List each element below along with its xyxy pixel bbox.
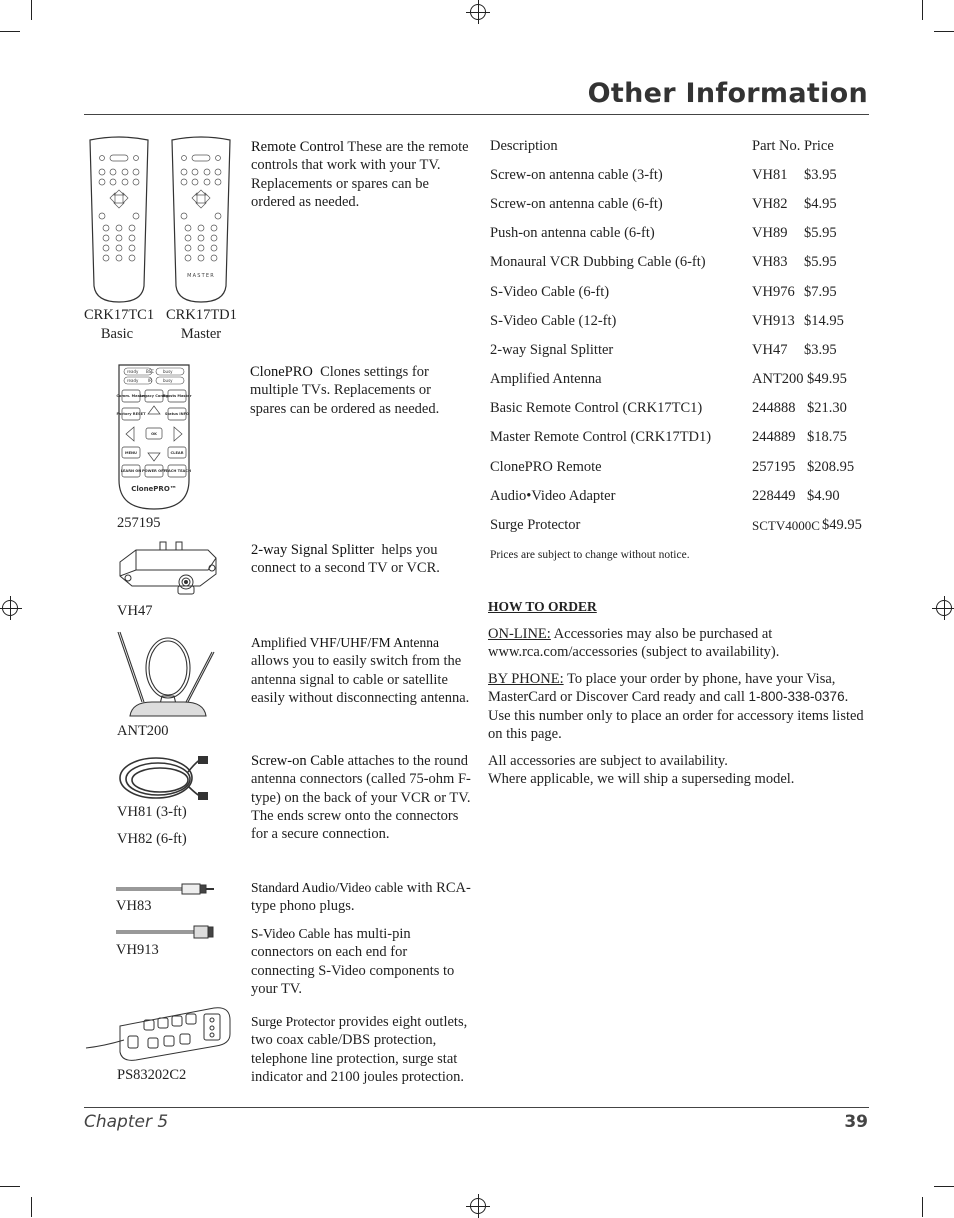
clonepro-btn-label: ready	[127, 369, 139, 374]
svideo-description	[251, 925, 473, 998]
clonepro-part-number: 257195	[117, 515, 161, 531]
table-row	[490, 517, 870, 537]
svideo-body: has multi-pin connectors on each end for connecting S-Video components to your TV.	[251, 926, 455, 997]
svideo-cable-illustration	[116, 924, 216, 940]
crop-mark	[31, 1197, 32, 1217]
surge-description	[251, 1013, 473, 1086]
remote-basic-model: CRK17TC1	[84, 307, 155, 323]
row-price: $49.95	[822, 517, 862, 533]
online-label: ON-LINE:	[488, 626, 551, 642]
antenna-body: allows you to easily switch from the antenna signal to cable or satellite easily without disconnecting antenna.	[251, 653, 470, 706]
remote-master-model: CRK17TD1	[166, 307, 237, 323]
screw-cable-body: attaches to the round antenna connectors (called 75-ohm F-type) on the back of your VCR or TV. The ends screw onto the connectors for a secure connection.	[251, 753, 471, 843]
remote-control-description	[251, 138, 473, 211]
clonepro-btn-label: LEARN ON	[120, 469, 142, 473]
surge-part-number: PS83202C2	[117, 1067, 187, 1083]
row-part: 244888	[752, 400, 796, 416]
row-price: $21.30	[807, 400, 847, 416]
online-text: Accessories may also be purchased at www.rca.com/accessories (subject to availability).	[488, 626, 780, 661]
master-remote-label: MASTER	[187, 273, 215, 279]
phone-paragraph	[488, 670, 868, 743]
table-row	[490, 225, 870, 245]
surge-body: provides eight outlets, two coax cable/DBS protection, telephone line protection, surge stat indicator and 2100 joules protection.	[251, 1014, 468, 1085]
row-part: VH83	[752, 254, 788, 270]
price-note: Prices are subject to change without notice.	[490, 549, 690, 561]
clonepro-btn-label: POWER OFF	[141, 469, 167, 473]
antenna-description	[251, 634, 471, 707]
clonepro-btn-label: busy	[163, 378, 173, 383]
row-price: $4.95	[804, 196, 837, 212]
row-part: VH82	[752, 196, 788, 212]
splitter-illustration	[116, 540, 220, 598]
svideo-part-number: VH913	[116, 942, 159, 958]
table-row	[490, 488, 870, 508]
clonepro-description	[250, 363, 468, 418]
splitter-description	[251, 541, 473, 578]
row-description: Audio•Video Adapter	[490, 488, 616, 504]
row-part: 228449	[752, 488, 796, 504]
row-part: 244889	[752, 429, 796, 445]
antenna-illustration	[112, 630, 222, 722]
remote-basic-type: Basic	[100, 326, 134, 342]
clonepro-btn-label: Status INFO	[164, 412, 190, 416]
crop-mark	[934, 1186, 954, 1187]
registration-mark	[2, 600, 18, 616]
crop-mark	[922, 0, 923, 20]
clonepro-remote-illustration	[116, 362, 192, 512]
online-paragraph	[488, 625, 868, 662]
av-cable-description	[251, 879, 473, 916]
row-price: $208.95	[807, 459, 855, 475]
registration-mark	[470, 4, 486, 20]
clonepro-btn-label: Comm. Master	[116, 394, 146, 398]
antenna-part-number: ANT200	[117, 723, 169, 739]
table-row	[490, 371, 870, 391]
availability-line-2: Where applicable, we will ship a superseding model.	[488, 771, 795, 787]
clonepro-btn-label: IR	[148, 378, 152, 383]
crop-mark	[922, 1197, 923, 1217]
phone-text: To place your order by phone, have your Visa, MasterCard or Discover Card ready and call	[488, 671, 836, 706]
coax-cable-illustration	[116, 752, 212, 808]
table-row	[490, 167, 870, 187]
clonepro-btn-label: CLEAR	[170, 451, 184, 455]
splitter-body: helps you connect to a second TV or VCR.	[251, 542, 440, 577]
remote-control-title: Remote Control	[251, 139, 345, 155]
row-description: Push-on antenna cable (6-ft)	[490, 225, 655, 241]
row-part: SCTV4000C	[752, 518, 820, 533]
surge-title: Surge Protector	[251, 1014, 336, 1029]
crop-mark	[934, 31, 954, 32]
table-row	[490, 313, 870, 333]
table-row	[490, 342, 870, 362]
row-part: VH913	[752, 313, 795, 329]
how-to-order-heading-text: HOW TO ORDER	[488, 599, 597, 614]
row-description: Basic Remote Control (CRK17TC1)	[490, 400, 703, 416]
row-description: Monaural VCR Dubbing Cable (6-ft)	[490, 254, 706, 270]
av-cable-body: with RCA-type phono plugs.	[251, 880, 471, 915]
table-row	[490, 196, 870, 216]
row-part: VH976	[752, 284, 795, 300]
clonepro-btn-label: Legacy Config	[139, 394, 169, 398]
row-price: $5.95	[804, 225, 837, 241]
row-price: $3.95	[804, 342, 837, 358]
screw-cable-part-6ft: VH82 (6-ft)	[117, 831, 187, 847]
row-description: 2-way Signal Splitter	[490, 342, 614, 358]
row-part: VH89	[752, 225, 788, 241]
registration-mark	[936, 600, 952, 616]
row-description: S-Video Cable (12-ft)	[490, 313, 617, 329]
screw-cable-description	[251, 752, 473, 843]
row-price: $7.95	[804, 284, 837, 300]
clonepro-btn-label: Factory RESET	[116, 412, 146, 416]
clonepro-body: Clones settings for multiple TVs. Replacements or spares can be ordered as needed.	[250, 364, 440, 417]
row-description: Screw-on antenna cable (3-ft)	[490, 167, 663, 183]
surge-protector-illustration	[84, 1004, 234, 1066]
phone-number: 1-800-338-0376	[748, 689, 845, 705]
table-row	[490, 400, 870, 420]
remote-control-body: These are the remote controls that work with your TV. Replacements or spares can be ordered as needed.	[251, 139, 469, 210]
clonepro-brand: ClonePRO™	[131, 485, 177, 493]
table-row	[490, 429, 870, 449]
phone-label: BY PHONE:	[488, 671, 564, 687]
table-header-description: Description	[490, 138, 558, 154]
crop-mark	[0, 31, 20, 32]
antenna-title: Amplified VHF/UHF/FM Antenna	[251, 635, 440, 650]
row-price: $14.95	[804, 313, 844, 329]
table-row	[490, 254, 870, 274]
availability-line-1: All accessories are subject to availability.	[488, 753, 728, 769]
svideo-title: S-Video Cable	[251, 926, 331, 941]
av-cable-part-number: VH83	[116, 898, 152, 914]
crop-mark	[31, 0, 32, 20]
page-number: 39	[844, 1112, 868, 1132]
clonepro-btn-label: BSC	[146, 369, 155, 374]
how-to-order-heading	[488, 598, 868, 616]
chapter-label: Chapter 5	[84, 1112, 169, 1132]
row-part: VH81	[752, 167, 788, 183]
row-description: Surge Protector	[490, 517, 581, 533]
clonepro-title: ClonePRO	[250, 364, 313, 380]
splitter-title: 2-way Signal Splitter	[251, 542, 375, 558]
row-part: 257195	[752, 459, 796, 475]
row-part: VH47	[752, 342, 788, 358]
master-remote-illustration	[166, 136, 236, 306]
row-price: $49.95	[807, 371, 847, 387]
page-title: Other Information	[587, 78, 868, 109]
basic-remote-illustration	[84, 136, 154, 306]
footer-rule	[84, 1107, 869, 1108]
clonepro-btn-label: OK	[151, 432, 157, 436]
row-description: Screw-on antenna cable (6-ft)	[490, 196, 663, 212]
table-row	[490, 284, 870, 304]
row-price: $4.90	[807, 488, 840, 504]
row-description: Master Remote Control (CRK17TD1)	[490, 429, 712, 445]
remote-master-type: Master	[180, 326, 222, 342]
clonepro-btn-label: Boosts Master	[162, 394, 192, 398]
clonepro-btn-label: ready	[127, 378, 139, 383]
table-header-price: Price	[804, 138, 834, 154]
screw-cable-title: Screw-on Cable	[251, 753, 345, 769]
header-rule	[84, 114, 869, 115]
row-price: $3.95	[804, 167, 837, 183]
row-description: Amplified Antenna	[490, 371, 602, 387]
row-part: ANT200	[752, 371, 804, 387]
row-description: ClonePRO Remote	[490, 459, 602, 475]
splitter-part-number: VH47	[117, 603, 153, 619]
av-cable-illustration	[116, 880, 216, 898]
screw-cable-part-3ft: VH81 (3-ft)	[117, 804, 187, 820]
clonepro-btn-label: MENU	[125, 451, 137, 455]
registration-mark	[470, 1198, 486, 1214]
row-price: $5.95	[804, 254, 837, 270]
table-header-part: Part No.	[752, 138, 801, 154]
clonepro-btn-label: busy	[163, 369, 173, 374]
row-description: S-Video Cable (6-ft)	[490, 284, 610, 300]
row-price: $18.75	[807, 429, 847, 445]
table-row	[490, 459, 870, 479]
crop-mark	[0, 1186, 20, 1187]
phone-text-continued: . Use this number only to place an order for accessory items listed on this page.	[488, 689, 864, 742]
clonepro-btn-label: TEACH TEACH	[163, 469, 191, 473]
av-cable-title: Standard Audio/Video cable	[251, 880, 404, 895]
